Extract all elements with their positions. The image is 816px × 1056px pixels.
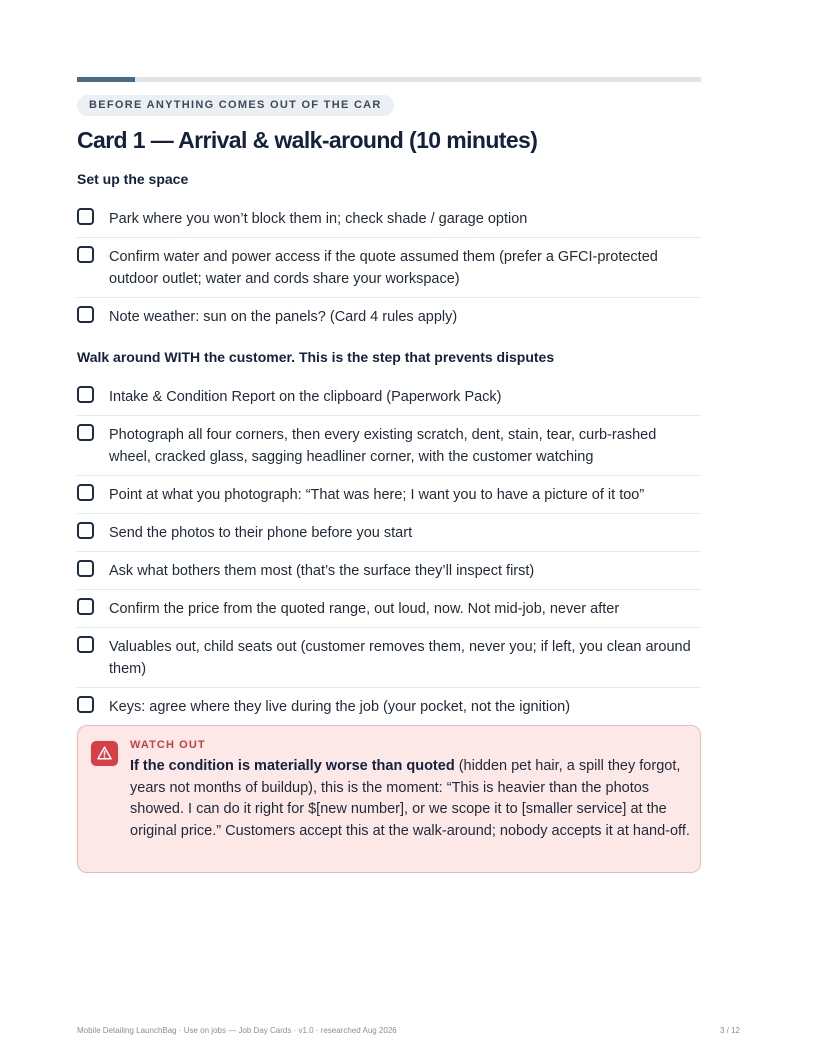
- checkbox[interactable]: [77, 306, 94, 323]
- progress-bar-fill: [77, 77, 135, 82]
- checklist-item-text: Point at what you photograph: “That was here; I want you to have a picture of it too”: [109, 487, 645, 503]
- checklist-item-text: Keys: agree where they live during the job (your pocket, not the ignition): [109, 699, 571, 715]
- checklist-item-text: Ask what bothers them most (that’s the surface they’ll inspect first): [109, 563, 535, 579]
- callout-body: [130, 756, 690, 842]
- checklist-walkaround: [77, 378, 701, 725]
- warning-icon: [91, 741, 118, 766]
- checkbox[interactable]: [77, 560, 94, 577]
- checkbox[interactable]: [77, 696, 94, 713]
- checklist-item-text: Valuables out, child seats out (customer removes them, never you; if left, you clean around them): [109, 639, 691, 677]
- checklist-item-text: Confirm water and power access if the quote assumed them (prefer a GFCI-protected outdoor outlet; water and cords share your workspace): [109, 249, 658, 287]
- checklist-item: [77, 688, 701, 725]
- callout-lead: If the condition is materially worse than quoted: [130, 758, 455, 774]
- section-heading-setup: Set up the space: [77, 171, 189, 187]
- checklist-item-text: Intake & Condition Report on the clipboard (Paperwork Pack): [109, 389, 502, 405]
- checklist-item-text: Note weather: sun on the panels? (Card 4 rules apply): [109, 309, 458, 325]
- checklist-item: [77, 200, 701, 238]
- checklist-item-text: Confirm the price from the quoted range, out loud, now. Not mid-job, never after: [109, 601, 620, 617]
- checklist-item: [77, 476, 701, 514]
- checkbox[interactable]: [77, 598, 94, 615]
- checkbox[interactable]: [77, 484, 94, 501]
- checklist-item-text: Photograph all four corners, then every existing scratch, dent, stain, tear, curb-rashed wheel, cracked glass, sagging headliner corner, with the customer watching: [109, 427, 657, 465]
- checkbox[interactable]: [77, 208, 94, 225]
- card-title: Card 1 — Arrival & walk-around (10 minutes): [77, 127, 538, 153]
- section-heading-walkaround: Walk around WITH the customer. This is the step that prevents disputes: [77, 349, 555, 365]
- checkbox[interactable]: [77, 386, 94, 403]
- checklist-item: [77, 514, 701, 552]
- footer-page-number: 3 / 12: [719, 1026, 740, 1035]
- checkbox[interactable]: [77, 522, 94, 539]
- watch-out-callout: [77, 725, 701, 873]
- checkbox[interactable]: [77, 636, 94, 653]
- checklist-item-text: Send the photos to their phone before you start: [109, 525, 413, 541]
- checkbox[interactable]: [77, 424, 94, 441]
- footer-doc-info: Mobile Detailing LaunchBag · Use on jobs — Job Day Cards · v1.0 · researched Aug 2026: [77, 1026, 397, 1035]
- checklist-item: [77, 416, 701, 476]
- callout-text: (hidden pet hair, a spill they forgot, years not months of buildup), this is the moment: “This is heavier than the photos showed. I can do it right for $[new number], or we scope it to [smaller service] at the original price.” Customers accept this at the walk-around; nobody accepts it at hand-off.: [130, 758, 690, 839]
- checklist-item-text: Park where you won’t block them in; check shade / garage option: [109, 211, 528, 227]
- checklist-item: [77, 590, 701, 628]
- callout-label: WATCH OUT: [130, 739, 206, 751]
- checklist-setup: [77, 200, 701, 335]
- checklist-item: [77, 552, 701, 590]
- checklist-item: [77, 378, 701, 416]
- checkbox[interactable]: [77, 246, 94, 263]
- checklist-item: [77, 238, 701, 298]
- section-eyebrow-badge: BEFORE ANYTHING COMES OUT OF THE CAR: [77, 95, 394, 116]
- checklist-item: [77, 628, 701, 688]
- checklist-item: [77, 298, 701, 335]
- progress-bar: [77, 77, 701, 82]
